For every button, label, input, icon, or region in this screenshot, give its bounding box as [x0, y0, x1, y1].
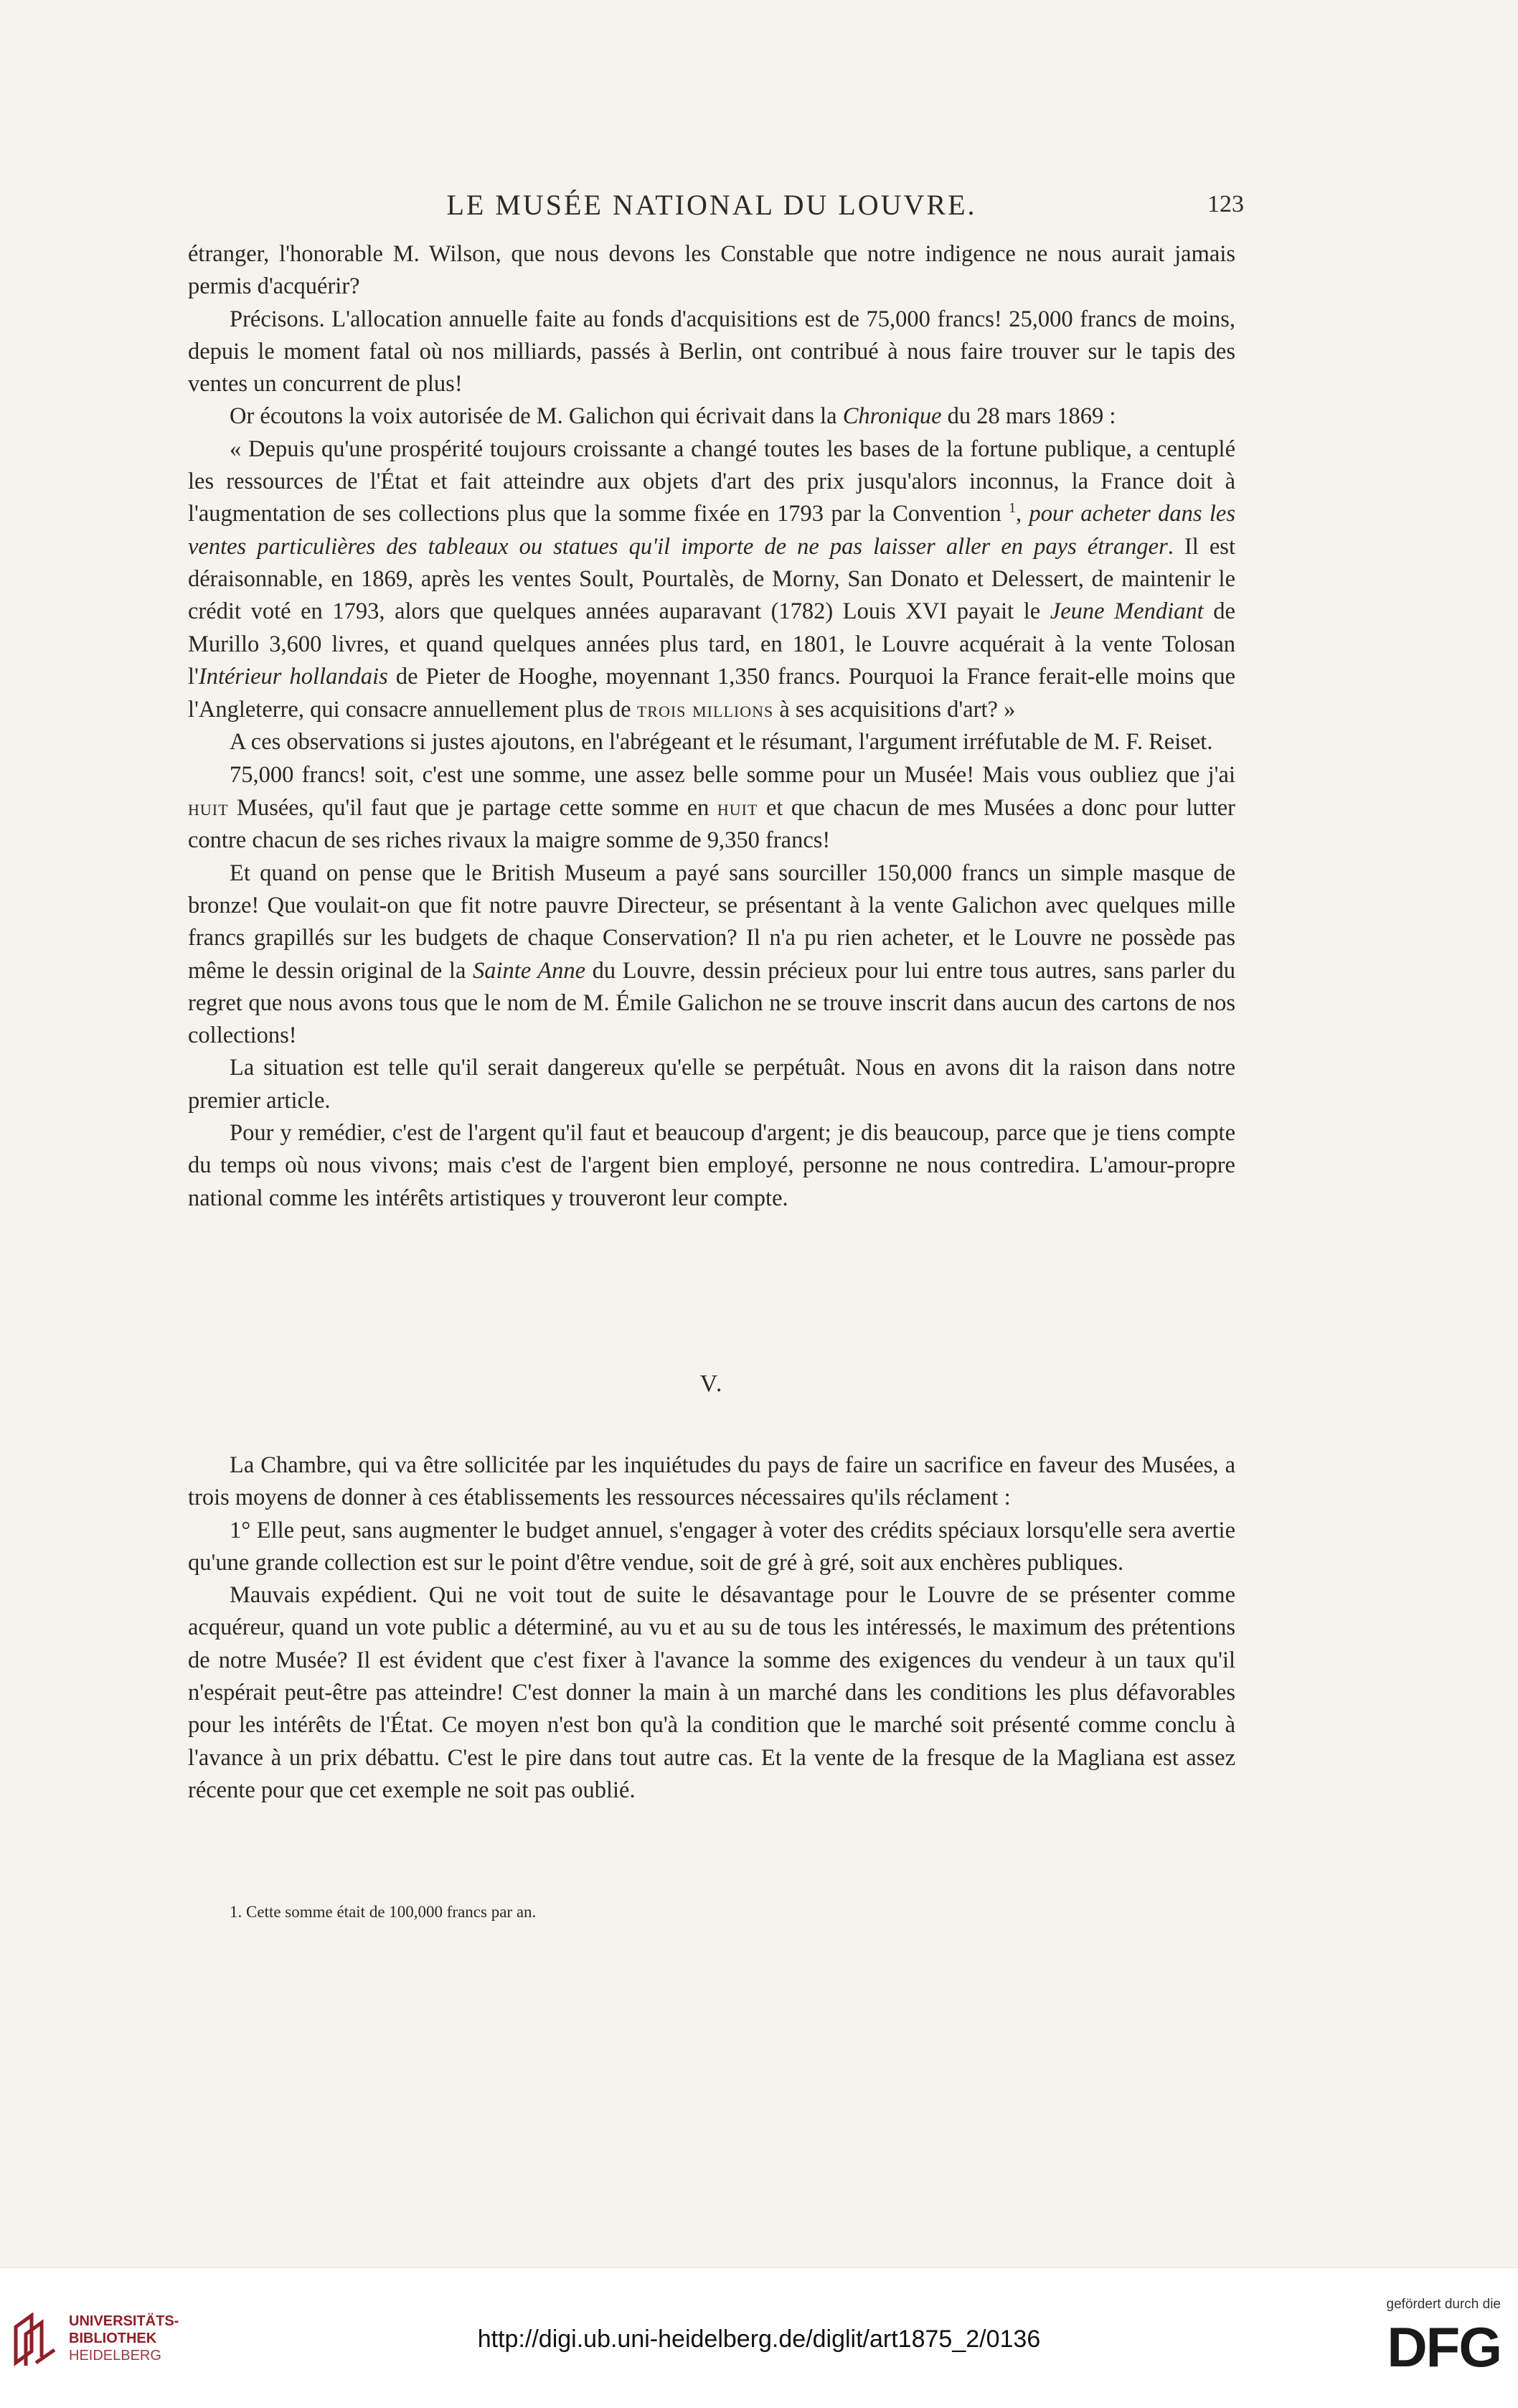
paragraph: 1° Elle peut, sans augmenter le budget annuel, s'engager à voter des crédits spéciaux lorsqu'elle sera avertie qu'une grande collection est sur le point d'être vendue, soit de gré à gré, soit aux enchères publiques.: [188, 1517, 1235, 1576]
section-heading: V.: [699, 1370, 724, 1397]
library-name-line: BIBLIOTHEK: [69, 2331, 157, 2346]
section-body: [188, 1449, 1235, 1807]
dfg-logo: DFG: [1387, 2315, 1501, 2379]
paragraph: La situation est telle qu'il serait dangereux qu'elle se perpétuât. Nous en avons dit la raison dans notre premier article.: [188, 1055, 1235, 1114]
paragraph: Et quand on pense que le British Museum a payé sans sourciller 150,000 francs un simple masque de bronze! Que voulait-on que fit notre pauvre Directeur, se présentant à la vente Galichon avec quelques mille francs grapillés sur les budgets de chaque Conservation? Il n'a pu rien acheter, et le Louvre ne possède pas même le dessin original de la Sainte Anne du Louvre, dessin précieux pour lui entre tous autres, sans parler du regret que nous avons tous que le nom de M. Émile Galichon ne se trouve inscrit dans aucun des cartons de nos collections!: [188, 860, 1235, 1049]
paragraph: Pour y remédier, c'est de l'argent qu'il faut et beaucoup d'argent; je dis beaucoup, parce que je tiens compte du temps où nous vivons; mais c'est de l'argent bien employé, personne ne nous contredira. L'amour-propre national comme les intérêts artistiques y trouveront leur compte.: [188, 1120, 1235, 1211]
permalink-url[interactable]: http://digi.ub.uni-heidelberg.de/diglit/art1875_2/0136: [477, 2325, 1041, 2353]
paragraph: 75,000 francs! soit, c'est une somme, une assez belle somme pour un Musée! Mais vous oubliez que j'ai huit Musées, qu'il faut que je partage cette somme en huit et que chacun de mes Musées a donc pour lutter contre chacun de ses riches rivaux la maigre somme de 9,350 francs!: [188, 761, 1235, 854]
page-header: [188, 188, 1244, 231]
paragraph: Or écoutons la voix autorisée de M. Galichon qui écrivait dans la Chronique du 28 mars 1869 :: [230, 403, 1116, 430]
running-title: LE MUSÉE NATIONAL DU LOUVRE.: [446, 189, 977, 221]
paragraph: La Chambre, qui va être sollicitée par les inquiétudes du pays de faire un sacrifice en faveur des Musées, a trois moyens de donner à ces établissements les ressources nécessaires qu'ils réclament :: [188, 1452, 1235, 1511]
paragraph: Mauvais expédient. Qui ne voit tout de suite le désavantage pour le Louvre de se présenter comme acquéreur, quand un vote public a déterminé, au vu et au su de tous les intéressés, le maximum des prétentions de notre Musée? Il est évident que c'est fixer à l'avance la somme des exigences du vendeur à un taux qu'il n'espérait peut-être pas atteindre! C'est donner la main à un marché dans les conditions les plus défavorables pour les intérêts de l'État. Ce moyen n'est bon qu'à la condition que le marché soit présenté comme conclu à l'avance à un prix débattu. C'est le pire dans tout autre cas. Et la vente de la fresque de la Magliana est assez récente pour que cet exemple ne soit pas oublié.: [188, 1582, 1235, 1803]
italic-title: Sainte Anne: [473, 957, 586, 984]
page-number: 123: [1207, 191, 1244, 217]
small-caps: trois millions: [636, 697, 774, 723]
article-body: [188, 238, 1235, 1215]
small-caps: huit: [188, 795, 229, 821]
italic-title: Chronique: [842, 403, 942, 430]
library-name-line: UNIVERSITÄTS-: [69, 2313, 179, 2329]
quoted-paragraph: « Depuis qu'une prospérité toujours croissante a changé toutes les bases de la fortune publique, a centuplé les ressources de l'État et fait atteindre aux objets d'art des prix jusqu'alors inconnus, la France doit à l'augmentation de ses collections plus que la somme fixée en 1793 par la Convention $^1$, pour acheter dans les ventes particulières des tableaux ou statues qu'il importe de ne pas laisser aller en pays étranger. Il est déraisonnable, en 1869, après les ventes Soult, Pourtalès, de Morny, San Donato et Delessert, de maintenir le crédit voté en 1793, alors que quelques années auparavant (1782) Louis XVI payait le Jeune Mendiant de Murillo 3,600 livres, et quand quelques années plus tard, en 1801, le Louvre acquérait à la vente Tolosan l'Intérieur hollandais de Pieter de Hooghe, moyennant 1,350 francs. Pourquoi la France ferait-elle moins que l'Angleterre, qui consacre annuellement plus de trois millions à ses acquisitions d'art? »: [188, 436, 1236, 723]
paragraph: A ces observations si justes ajoutons, en l'abrégeant et le résumant, l'argument irréfutable de M. F. Reiset.: [230, 729, 1213, 756]
italic-quote: pour acheter dans les ventes particulières des tableaux ou statues qu'il importe de ne pas laisser aller en pays étranger: [188, 501, 1236, 560]
paragraph: Précisons. L'allocation annuelle faite au fonds d'acquisitions est de 75,000 francs! 25,000 francs de moins, depuis le moment fatal où nos milliards, passés à Berlin, ont contribué à nous faire trouver sur le tapis des ventes un concurrent de plus!: [188, 306, 1235, 398]
sponsor-block[interactable]: [1350, 2297, 1501, 2379]
italic-title: Intérieur hollandais: [198, 663, 388, 690]
sponsor-text: gefördert durch die: [1386, 2297, 1501, 2312]
footnote: 1. Cette somme était de 100,000 francs par an.: [230, 1903, 537, 1921]
viewer-footer: [0, 2267, 1518, 2408]
footnote-marker: 1: [1009, 501, 1016, 517]
italic-title: Jeune Mendiant: [1050, 598, 1204, 625]
small-caps: huit: [717, 795, 758, 821]
paragraph: étranger, l'honorable M. Wilson, que nous devons les Constable que notre indigence ne nous aurait jamais permis d'acquérir?: [188, 241, 1235, 300]
library-name-line: HEIDELBERG: [69, 2348, 161, 2364]
